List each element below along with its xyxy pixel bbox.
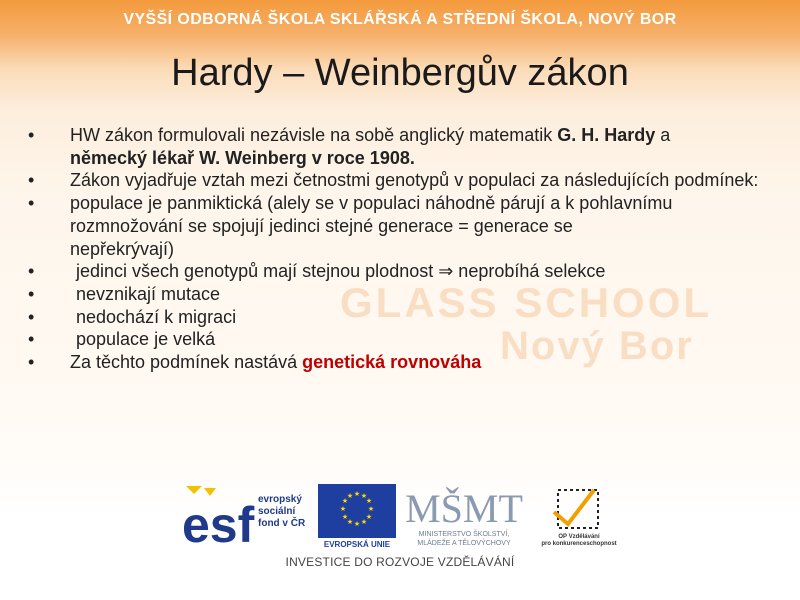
svg-text:MŠMT: MŠMT <box>405 486 523 528</box>
svg-text:★: ★ <box>353 520 361 528</box>
bullet-fertility: • jedinci všech genotypů mají stejnou plodnost ⇒ neprobíhá selekce <box>28 260 780 283</box>
esf-logo: esf evropský sociální fond v ČR <box>180 484 312 548</box>
msmt-logo: MŠMT MINISTERSTVO ŠKOLSTVÍ, MLÁDEŽE A TĚLOVÝCHOVY <box>400 482 528 554</box>
watermark-line-2: Nový Bor <box>500 324 694 368</box>
svg-text:★: ★ <box>367 505 375 513</box>
school-name: VYŠŠÍ ODBORNÁ ŠKOLA SKLÁŘSKÁ A STŘEDNÍ ŠKOLA, NOVÝ BOR <box>123 11 677 28</box>
bullet-mutations: • nevznikají mutace <box>28 283 780 306</box>
slide-title: Hardy – Weinbergův zákon <box>171 52 629 94</box>
svg-text:★: ★ <box>360 518 368 526</box>
bullet-law-expresses: • Zákon vyjadřuje vztah mezi četnostmi genotypů v populaci za následujících podmínek: <box>28 169 780 192</box>
bullet-hw-law: • HW zákon formulovali nezávisle na sobě anglický matematik G. H. Hardy a německý lékař W. Weinberg v roce 1908. <box>28 124 780 169</box>
eu-flag-icon <box>318 484 396 538</box>
weinberg-name: německý lékař W. Weinberg v roce 1908. <box>70 147 415 168</box>
genetic-equilibrium-highlight: genetická rovnováha <box>302 352 482 373</box>
investment-tagline: INVESTICE DO ROZVOJE VZDĚLÁVÁNÍ <box>285 555 515 569</box>
op-mark-icon <box>538 484 620 532</box>
esf-mark-icon <box>180 484 260 548</box>
svg-text:★: ★ <box>360 492 368 500</box>
bullet-population-size: • populace je velká <box>28 328 780 351</box>
svg-text:★: ★ <box>341 497 349 505</box>
bullet-migration: • nedochází k migraci <box>28 306 780 329</box>
watermark-line-1: GLASS SCHOOL <box>340 279 713 326</box>
eu-label: EVROPSKÁ UNIE <box>323 540 391 549</box>
svg-text:★: ★ <box>365 513 373 521</box>
hardy-name: G. H. Hardy <box>557 125 656 145</box>
svg-text:★: ★ <box>346 518 354 526</box>
msmt-mark-icon <box>400 482 528 528</box>
svg-text:★: ★ <box>346 492 354 500</box>
bullet-panmictic: • populace je panmiktická (alely se v populaci náhodně párují a k pohlavnímu rozmnožování se spojují jedinci stejné generace = generace se nepřekrývají) <box>28 192 780 260</box>
op-logo: OP Vzdělávání pro konkurenceschopnost <box>538 484 620 556</box>
svg-text:★: ★ <box>365 497 373 505</box>
svg-text:esf: esf <box>182 497 255 548</box>
bullet-equilibrium: • Za těchto podmínek nastává genetická rovnováha <box>28 351 780 374</box>
svg-text:★: ★ <box>353 490 361 498</box>
header-bar <box>0 0 800 44</box>
bullet-list <box>28 124 780 374</box>
eu-logo <box>318 484 396 552</box>
svg-text:★: ★ <box>341 513 349 521</box>
svg-text:★: ★ <box>339 505 347 513</box>
